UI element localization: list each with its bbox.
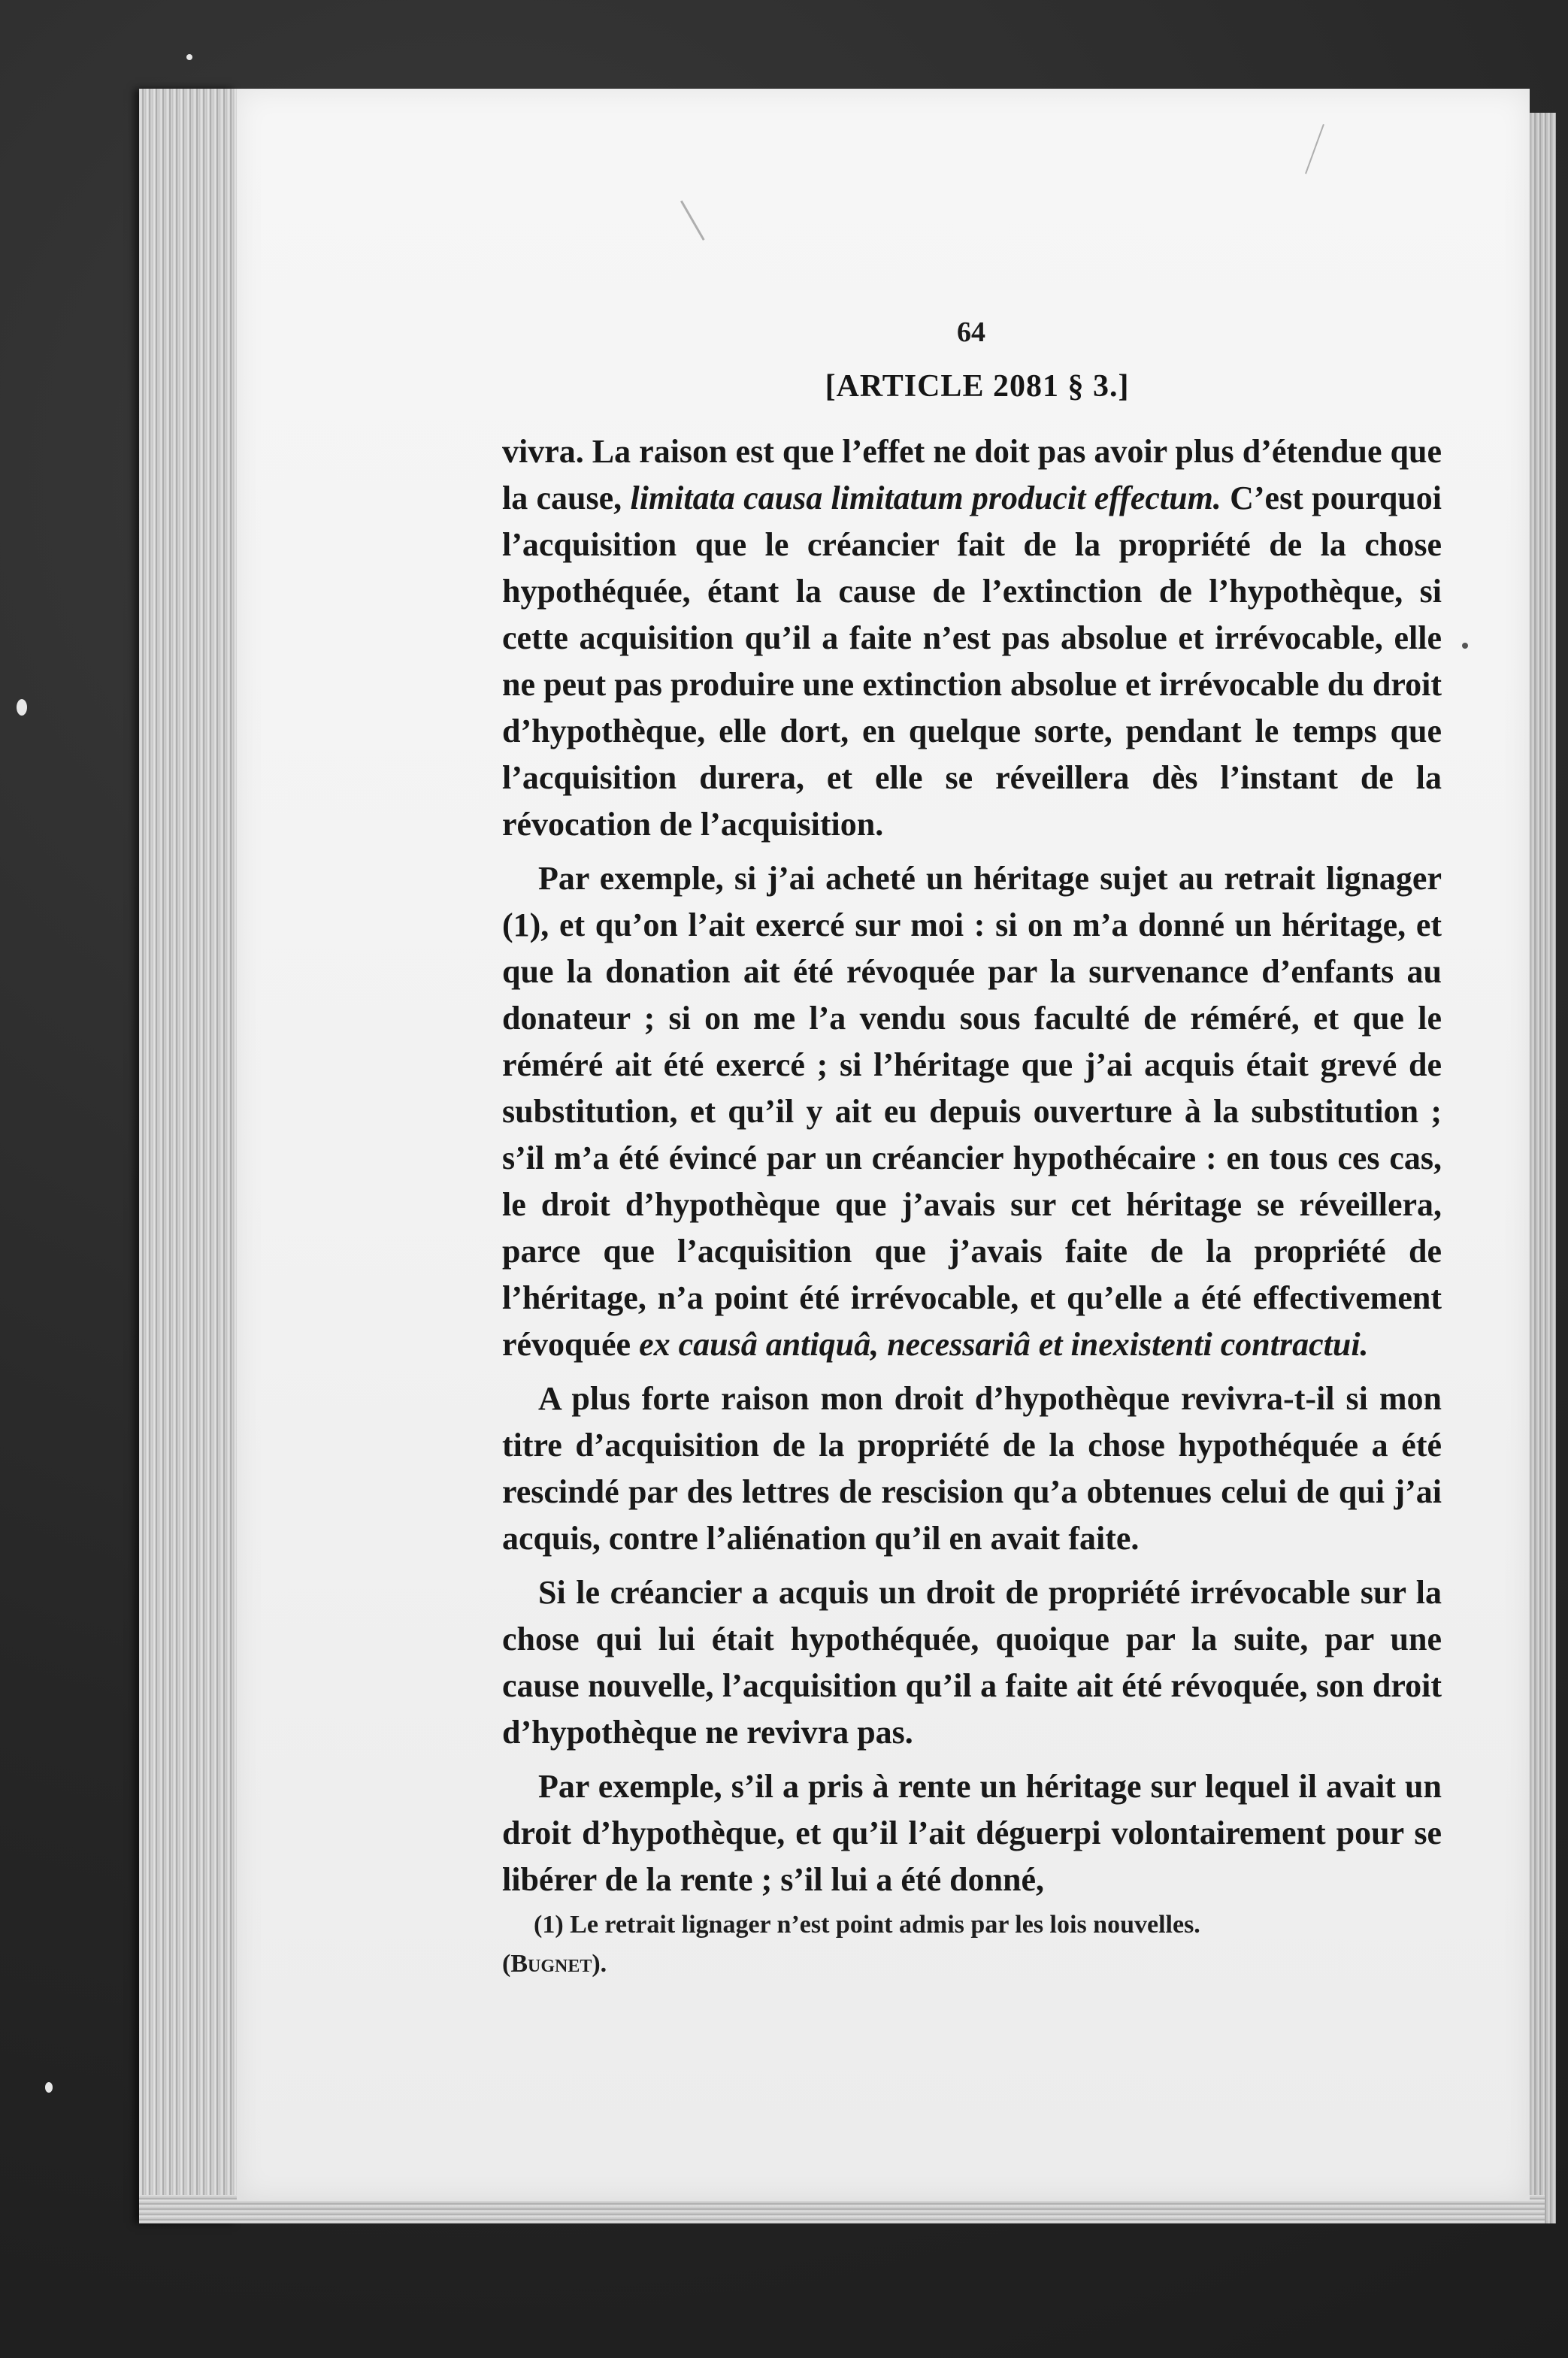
footnote-text: (1) Le retrait lignager n’est point admis par les lois nouvelles. [534, 1911, 1200, 1939]
text-run: Par exemple, si j’ai acheté un héritage sujet au retrait lignager (1), et qu’on l’ait exercé sur moi : si on m’a donné un héritage, et que la donation ait été révoquée par la survenance d’enfants au donateur ; si on me l’a vendu sous faculté de réméré, et que le réméré ait été exercé ; si l’héritage que j’ai acquis était grevé de substitution, et qu’il y ait eu depuis ouverture à la substitution ; s’il m’a été évincé par un créancier hypothécaire : en tous ces cas, le droit d’hypothèque que j’avais sur cet héritage se réveillera, parce que l’acquisition que j’avais faite de la propriété de l’héritage, n’a point été irrévocable, et qu’elle a été effectivement révoquée [502, 860, 1442, 1363]
page-edge-stack-right [1526, 113, 1556, 2223]
dust-speck [1462, 643, 1468, 649]
body-text [502, 428, 1442, 1903]
paragraph [502, 1376, 1442, 1562]
footnote-attribution-line [502, 1945, 1442, 1984]
page-number: 64 [957, 316, 985, 348]
text-run: vivra. La raison est que l’effet ne doit pas avoir plus d’étendue que la cause, [502, 433, 1442, 516]
dust-speck [17, 699, 27, 716]
paragraph [502, 1763, 1442, 1903]
dust-speck [186, 54, 192, 60]
paragraph [502, 428, 1442, 848]
paragraph [502, 1569, 1442, 1756]
text-run: Par exemple, s’il a pris à rente un héritage sur lequel il avait un droit d’hypothèque, et qu’il l’ait déguerpi volontairement pour se libérer de la rente ; s’il lui a été donné, [502, 1768, 1442, 1898]
page-edge-stack-left [139, 89, 237, 2223]
footnote [502, 1905, 1442, 1945]
dust-speck [45, 2082, 53, 2093]
text-run-italic: ex causâ antiquâ, necessariâ et inexistenti contractui. [639, 1326, 1369, 1363]
text-run: C’est pourquoi l’acquisition que le créancier fait de la propriété de la chose hypothéquée, étant la cause de l’extinction de l’hypothèque, si cette acquisition qu’il a faite n’est pas absolue et irrévocable, elle ne peut pas produire une extinction absolue et irrévocable du droit d’hypothèque, elle dort, en quelque sorte, pendant le temps que l’acquisition durera, et elle se réveillera dès l’instant de la révocation de l’acquisition. [502, 480, 1442, 843]
text-run-italic: limitata causa limitatum producit effectum. [630, 480, 1221, 516]
text-run: A plus forte raison mon droit d’hypothèque revivra-t-il si mon titre d’acquisition de la propriété de la chose hypothéquée a été rescindé par des lettres de rescision qu’a obtenues celui de qui j’ai acquis, contre l’aliénation qu’il en avait faite. [502, 1380, 1442, 1557]
text-run: Si le créancier a acquis un droit de propriété irrévocable sur la chose qui lui était hypothéquée, quoique par la suite, par une cause nouvelle, l’acquisition qu’il a faite ait été révoquée, son droit d’hypothèque ne revivra pas. [502, 1574, 1442, 1751]
paragraph [502, 855, 1442, 1368]
footnote-attribution: (Bugnet). [502, 1950, 607, 1978]
running-head: [ARTICLE 2081 § 3.] [825, 369, 1130, 404]
footnote-area [502, 1905, 1442, 1984]
